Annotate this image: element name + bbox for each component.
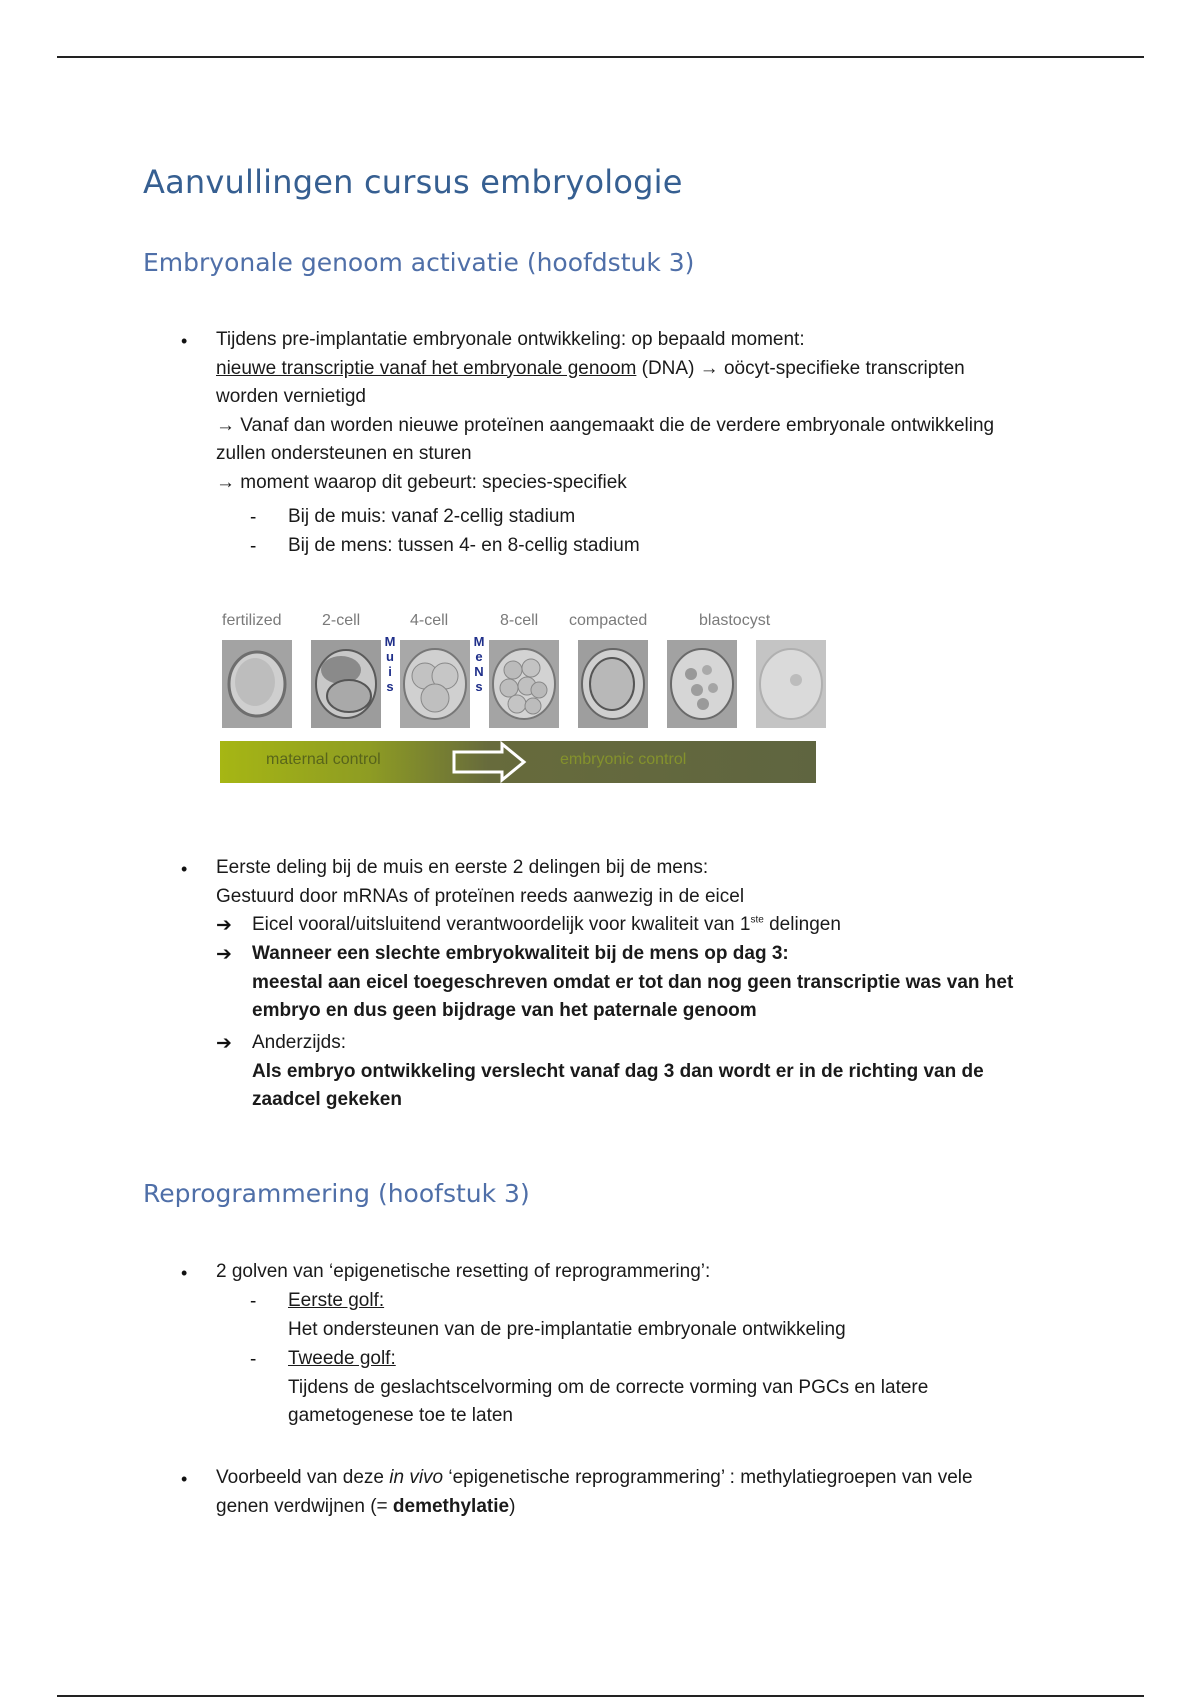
dash-item-mens: Bij de mens: tussen 4- en 8-cellig stadium [288, 535, 640, 556]
control-transition-bar [220, 741, 816, 783]
stage-label: 4-cell [410, 612, 449, 629]
superscript: ste [750, 914, 764, 926]
text-line: Gestuurd door mRNAs of proteïnen reeds aanwezig in de eicel [216, 885, 745, 907]
dash-item-eerste-golf [288, 1287, 1088, 1344]
vertical-label-muis [383, 634, 397, 694]
bullet-genoom-activatie [216, 326, 1096, 497]
embryo-development-figure [214, 606, 824, 788]
page-title: Aanvullingen cursus embryologie [143, 163, 683, 201]
text-line: worden vernietigd [216, 386, 366, 407]
label-letter: M [384, 634, 396, 649]
bullet-voorbeeld-demethylatie [216, 1464, 1096, 1521]
text-line [216, 355, 1096, 384]
text-line: gametogenese toe te laten [288, 1405, 514, 1426]
dash-marker: - [250, 1349, 257, 1370]
italic-phrase: in vivo [389, 1467, 444, 1488]
text-line [216, 1493, 1096, 1522]
embryo-image-late-blastocyst [756, 640, 826, 728]
text-line: Eerste golf: [288, 1290, 385, 1311]
bullet-marker: • [181, 1263, 188, 1283]
dash-item-muis: Bij de muis: vanaf 2-cellig stadium [288, 506, 576, 527]
embryo-image-8-cell [489, 640, 559, 728]
dash-marker: - [250, 536, 257, 557]
dash-marker: - [250, 1291, 257, 1312]
text-fragment: (DNA) → oöcyt-specifieke transcripten [636, 357, 965, 379]
section-heading-reprogrammering: Reprogrammering (hoofstuk 3) [143, 1179, 530, 1208]
text-line: embryo en dus geen bijdrage van het paternale genoom [252, 1000, 757, 1021]
dash-marker: - [250, 507, 257, 528]
stage-label: blastocyst [699, 612, 771, 629]
embryonic-control-label: embryonic control [560, 751, 687, 768]
arrow-item-eicel [252, 911, 1092, 940]
label-letter: i [388, 664, 392, 679]
text-fragment: Voorbeeld van deze [216, 1467, 390, 1488]
bold-phrase: demethylatie [392, 1495, 510, 1517]
embryo-image-blastocyst [667, 640, 737, 728]
text-line: meestal aan eicel toegeschreven omdat er tot dan nog geen transcriptie was van het [252, 971, 1014, 993]
stage-label: compacted [569, 612, 648, 629]
text-line: Tweede golf: [288, 1348, 396, 1369]
bullet-eerste-deling [216, 854, 1096, 911]
transition-arrow-icon [450, 741, 530, 783]
arrow-icon: ➔ [216, 1033, 232, 1054]
text-line: → moment waarop dit gebeurt: species-specifiek [216, 471, 627, 493]
text-fragment: delingen [763, 914, 841, 935]
text-fragment: genen verdwijnen (= [216, 1495, 393, 1517]
dash-item-tweede-golf [288, 1345, 1088, 1431]
arrow-icon: ➔ [216, 915, 232, 936]
text-line: Eerste deling bij de muis en eerste 2 delingen bij de mens: [216, 857, 709, 878]
text-fragment: Eicel vooral/uitsluitend verantwoordelijk voor kwaliteit van 1 [252, 914, 751, 935]
bullet-marker: • [181, 859, 188, 879]
text-line: Tijdens de geslachtscelvorming om de correcte vorming van PGCs en latere [288, 1376, 929, 1398]
embryo-image-4-cell [400, 640, 470, 728]
text-line [216, 1464, 1096, 1493]
label-letter: s [475, 679, 483, 694]
label-letter: M [473, 634, 485, 649]
text-line: zullen ondersteunen en sturen [216, 443, 472, 464]
footer-rule [57, 1695, 1144, 1697]
text-line: zaadcel gekeken [252, 1089, 402, 1110]
embryo-image-2-cell [311, 640, 381, 728]
stage-label: 2-cell [322, 612, 361, 629]
text-line: → Vanaf dan worden nieuwe proteïnen aangemaakt die de verdere embryonale ontwikkeling [216, 414, 995, 436]
arrow-item-anderzijds [252, 1029, 1112, 1115]
text-line: Wanneer een slechte embryokwaliteit bij de mens op dag 3: [252, 943, 789, 964]
underlined-phrase: nieuwe transcriptie vanaf het embryonale genoom [216, 357, 637, 379]
label-letter: N [474, 664, 484, 679]
bullet-marker: • [181, 1469, 188, 1489]
text-fragment: ‘epigenetische reprogrammering’ : methylatiegroepen van vele [443, 1467, 973, 1488]
text-line: Tijdens pre-implantatie embryonale ontwikkeling: op bepaald moment: [216, 329, 805, 350]
bullet-marker: • [181, 331, 188, 351]
embryo-image-fertilized [222, 640, 292, 728]
section-heading-genoom-activatie: Embryonale genoom activatie (hoofdstuk 3) [143, 248, 695, 277]
maternal-control-label: maternal control [266, 751, 381, 768]
embryo-image-compacted [578, 640, 648, 728]
arrow-item-slechte-kwaliteit [252, 940, 1112, 1026]
vertical-label-mens [472, 634, 486, 694]
stage-label: 8-cell [500, 612, 539, 629]
text-line: Als embryo ontwikkeling verslecht vanaf dag 3 dan wordt er in de richting van de [252, 1060, 984, 1082]
text-fragment: ) [509, 1495, 516, 1517]
label-letter: s [386, 679, 394, 694]
text-line: Het ondersteunen van de pre-implantatie embryonale ontwikkeling [288, 1318, 846, 1340]
text-line: Anderzijds: [252, 1032, 346, 1053]
bullet-twee-golven: 2 golven van ‘epigenetische resetting of reprogrammering’: [216, 1261, 711, 1282]
header-rule [57, 56, 1144, 58]
arrow-icon: ➔ [216, 944, 232, 965]
label-letter: u [386, 649, 394, 664]
stage-label: fertilized [222, 612, 282, 629]
label-letter: e [475, 649, 483, 664]
